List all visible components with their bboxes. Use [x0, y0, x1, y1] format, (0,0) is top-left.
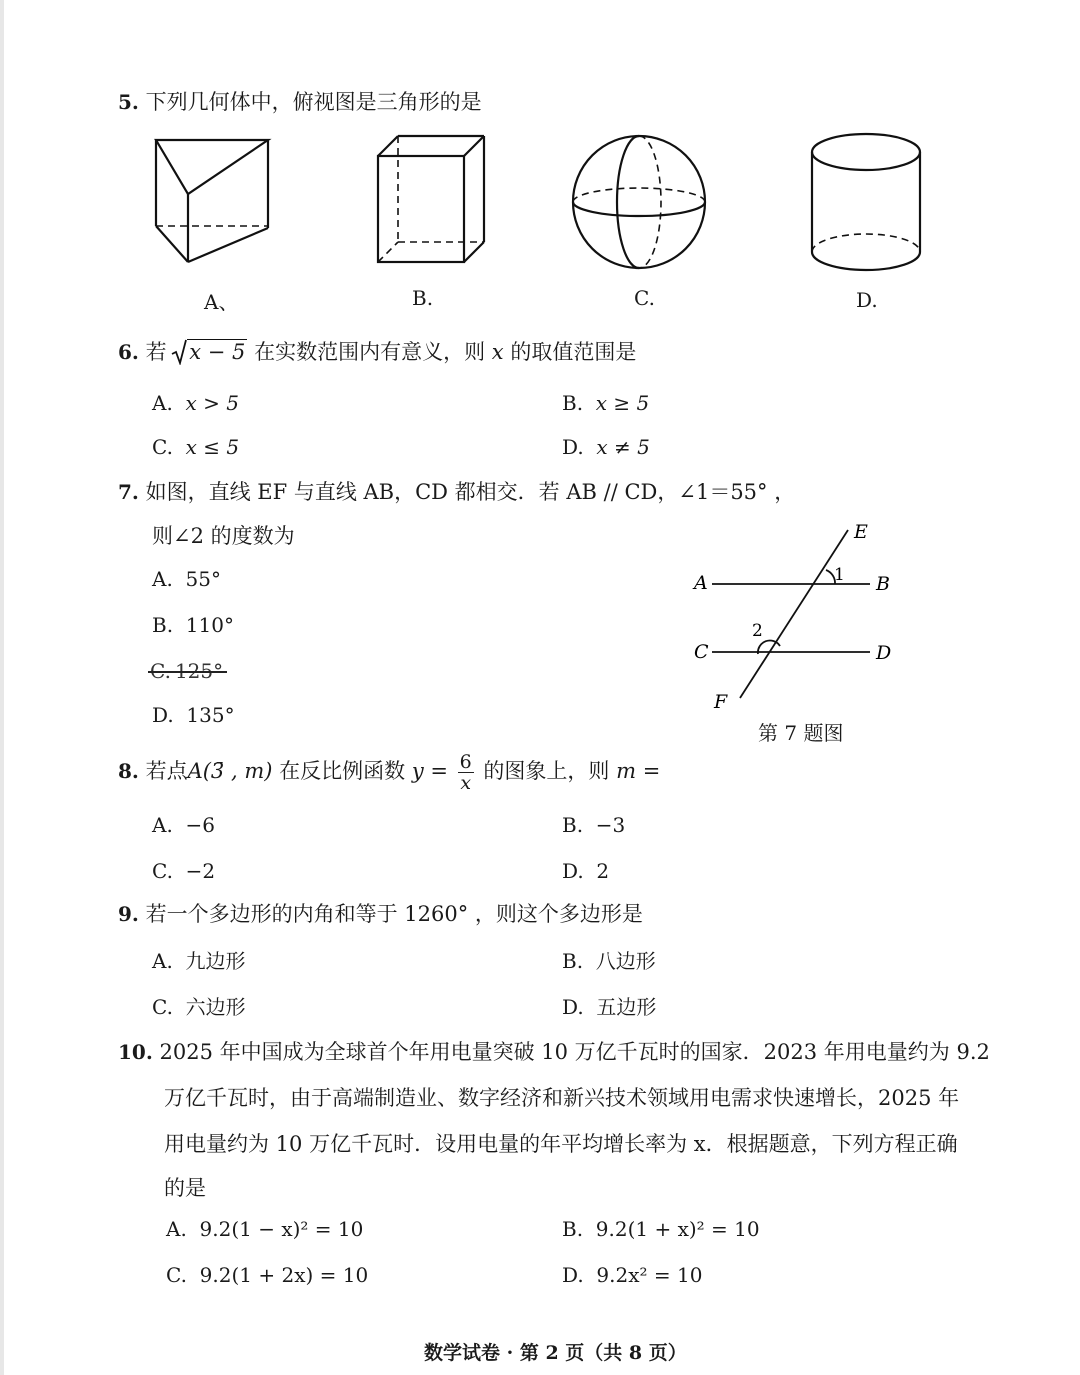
q8-option-c[interactable]: C. −2: [152, 859, 216, 883]
q8-text-suffix: 的图象上，则: [483, 759, 610, 783]
q7-text-line1: 如图，直线 EF 与直线 AB，CD 都相交．若 AB // CD，∠1＝55° ，: [145, 480, 796, 504]
q7-number: 7.: [118, 480, 139, 504]
q9-option-c[interactable]: C. 六边形: [152, 995, 246, 1019]
q10-text-line3: 用电量约为 10 万亿千瓦时．设用电量的年平均增长率为 x．根据题意，下列方程正确: [164, 1132, 958, 1156]
q7-stem: [118, 478, 795, 506]
q8-answer-var: m =: [616, 759, 661, 783]
q7-option-b[interactable]: B. 110°: [152, 613, 234, 637]
label-a: A: [694, 572, 708, 594]
sqrt-expression: [173, 338, 247, 366]
q10-text-line4: 的是: [164, 1176, 206, 1200]
label-2: 2: [752, 621, 763, 641]
q6-text-mid: 在实数范围内有意义，则: [254, 340, 486, 364]
q10-text-line1: 2025 年中国成为全球首个年用电量突破 10 万亿千瓦时的国家．2023 年用电量约为 9.2: [159, 1040, 990, 1064]
q10-text-line2: 万亿千瓦时，由于高端制造业、数字经济和新兴技术领域用电需求快速增长，2025 年: [164, 1086, 960, 1110]
q6-number: 6.: [118, 340, 139, 364]
q7-option-a[interactable]: A. 55°: [152, 567, 221, 591]
q9-option-a[interactable]: A. 九边形: [152, 949, 246, 973]
q8-number: 8.: [118, 759, 139, 783]
q7-option-d[interactable]: D. 135°: [152, 703, 235, 727]
q7-option-c-struck[interactable]: C. 125°: [150, 659, 224, 683]
q10-option-b[interactable]: B. 9.2(1 + x)² = 10: [562, 1217, 760, 1241]
q8-option-d[interactable]: D. 2: [562, 859, 610, 883]
q6-option-d[interactable]: D. x ≠ 5: [562, 435, 650, 459]
q7-text-line2: 则∠2 的度数为: [152, 524, 295, 548]
label-f: F: [714, 691, 728, 713]
line-ef: [740, 530, 848, 698]
label-c: C: [694, 641, 709, 663]
q5-option-a[interactable]: A、: [204, 290, 239, 314]
rectangular-prism-shape: [378, 136, 484, 262]
q9-number: 9.: [118, 902, 139, 926]
q5-number: 5.: [118, 90, 139, 114]
q8-option-a[interactable]: A. −6: [152, 813, 216, 837]
q8-option-b[interactable]: B. −3: [562, 813, 626, 837]
radical-sign-icon: [171, 339, 187, 365]
q5-option-b[interactable]: B.: [412, 286, 434, 310]
q10-option-a[interactable]: A. 9.2(1 − x)² = 10: [166, 1217, 364, 1241]
cylinder-shape: [812, 134, 920, 270]
q10-option-c[interactable]: C. 9.2(1 + 2x) = 10: [166, 1263, 369, 1287]
q9-text: 若一个多边形的内角和等于 1260° ，则这个多边形是: [145, 902, 643, 926]
radicand: x − 5: [189, 340, 246, 364]
q6-var: x: [491, 340, 504, 364]
q5-text: 下列几何体中，俯视图是三角形的是: [145, 90, 482, 114]
fraction-denominator: x: [460, 772, 472, 794]
q8-text-prefix: 若点: [145, 759, 188, 783]
label-e: E: [854, 521, 868, 543]
triangular-prism-shape: [156, 140, 268, 262]
q10-option-d[interactable]: D. 9.2x² = 10: [562, 1263, 703, 1287]
q10-stem-line1: [118, 1038, 990, 1066]
q7-figure-caption: 第 7 题图: [758, 721, 844, 745]
q5-option-d[interactable]: D.: [856, 288, 878, 312]
label-b: B: [876, 573, 890, 595]
q5-option-c[interactable]: C.: [634, 286, 655, 310]
q9-option-d[interactable]: D. 五边形: [562, 995, 657, 1019]
q10-number: 10.: [118, 1040, 153, 1064]
q6-option-c[interactable]: C. x ≤ 5: [152, 435, 240, 459]
q5-stem: [118, 88, 482, 116]
q8-point: A(3̄ , m): [187, 759, 273, 783]
page-footer: 数学试卷 · 第 2 页（共 8 页）: [424, 1342, 687, 1364]
q6-text-prefix: 若: [145, 340, 167, 364]
q6-option-a[interactable]: A. x > 5: [152, 391, 240, 415]
label-1: 1: [834, 565, 845, 585]
q6-text-suffix: 的取值范围是: [510, 340, 637, 364]
q8-stem: [118, 752, 660, 793]
page-edge-shadow: [0, 0, 4, 1375]
sphere-shape: [573, 136, 705, 268]
q7-figure: [680, 510, 910, 720]
q6-stem: [118, 338, 636, 366]
q9-option-b[interactable]: B. 八边形: [562, 949, 656, 973]
q8-text-mid: 在反比例函数: [279, 759, 406, 783]
q9-stem: [118, 900, 643, 928]
q8-fn-left: y =: [411, 759, 448, 783]
q5-solids: [140, 128, 940, 278]
fraction-numerator: 6: [459, 751, 472, 773]
label-d: D: [876, 642, 892, 664]
q6-option-b[interactable]: B. x ≥ 5: [562, 391, 650, 415]
q8-fraction: [458, 752, 474, 793]
